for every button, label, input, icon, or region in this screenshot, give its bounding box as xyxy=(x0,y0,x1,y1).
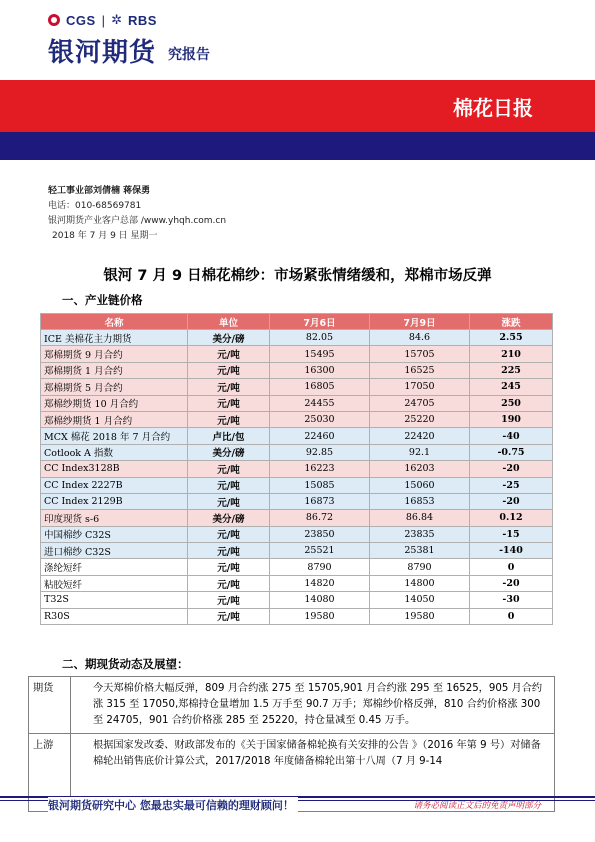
table-row xyxy=(41,461,553,477)
cell-date2-price: 25381 xyxy=(370,543,470,559)
cell-name: 中国棉纱 C32S xyxy=(41,526,188,542)
cell-unit: 美分/磅 xyxy=(188,510,270,526)
cell-date1-price: 24455 xyxy=(270,395,370,411)
cell-date1-price: 25521 xyxy=(270,543,370,559)
cell-unit: 元/吨 xyxy=(188,592,270,608)
cell-date1-price: 25030 xyxy=(270,411,370,427)
dynamics-row xyxy=(29,677,555,734)
banner-title: 棉花日报 xyxy=(453,96,533,120)
cell-date1-price: 92.85 xyxy=(270,444,370,460)
cell-name: CC Index3128B xyxy=(41,461,188,477)
table-row xyxy=(41,395,553,411)
cell-name: 进口棉纱 C32S xyxy=(41,543,188,559)
price-table xyxy=(40,313,553,625)
cell-change: 0.12 xyxy=(470,510,553,526)
price-table-header xyxy=(41,314,553,330)
logo-separator: | xyxy=(101,12,106,28)
cell-date1-price: 19580 xyxy=(270,608,370,624)
cell-change: -40 xyxy=(470,428,553,444)
brand-logo xyxy=(48,12,157,28)
logo-rbs-text: RBS xyxy=(127,12,157,28)
cell-name: MCX 棉花 2018 年 7 月合约 xyxy=(41,428,188,444)
cell-unit: 元/吨 xyxy=(188,346,270,362)
table-row xyxy=(41,428,553,444)
dynamics-label: 上游 xyxy=(29,734,71,812)
table-row xyxy=(41,526,553,542)
section-1-title: 一、产业链价格 xyxy=(62,293,143,307)
cell-unit: 元/吨 xyxy=(188,395,270,411)
cell-unit: 元/吨 xyxy=(188,543,270,559)
col-header-unit: 单位 xyxy=(188,314,270,330)
table-row xyxy=(41,411,553,427)
dynamics-text: 根据国家发改委、财政部发布的《关于国家储备棉轮换有关安排的公告 》（2016 年第 9 号）对储备棉轮出销售底价计算公式，2017/2018 年度储备棉轮出第十八周（7 月 9-14 xyxy=(71,734,555,812)
cell-change: -20 xyxy=(470,461,553,477)
cell-change: -25 xyxy=(470,477,553,493)
table-row xyxy=(41,330,553,346)
cell-unit: 元/吨 xyxy=(188,411,270,427)
cell-date1-price: 8790 xyxy=(270,559,370,575)
cell-date1-price: 16223 xyxy=(270,461,370,477)
cell-date1-price: 23850 xyxy=(270,526,370,542)
cell-date2-price: 19580 xyxy=(370,608,470,624)
cell-name: 郑棉纱期货 1 月合约 xyxy=(41,411,188,427)
cell-date2-price: 15060 xyxy=(370,477,470,493)
report-title: 银河 7 月 9 日棉花棉纱：市场紧张情绪缓和，郑棉市场反弹 xyxy=(103,268,492,284)
cell-date2-price: 92.1 xyxy=(370,444,470,460)
cell-change: 250 xyxy=(470,395,553,411)
table-row xyxy=(41,444,553,460)
cell-date1-price: 14080 xyxy=(270,592,370,608)
cell-unit: 元/吨 xyxy=(188,362,270,378)
cell-unit: 元/吨 xyxy=(188,608,270,624)
table-row xyxy=(41,543,553,559)
cell-date2-price: 14050 xyxy=(370,592,470,608)
cell-date1-price: 16805 xyxy=(270,379,370,395)
cell-date2-price: 16525 xyxy=(370,362,470,378)
cell-date1-price: 86.72 xyxy=(270,510,370,526)
cell-name: CC Index 2129B xyxy=(41,493,188,509)
rbs-star-icon: ✲ xyxy=(111,12,122,28)
cell-date1-price: 16300 xyxy=(270,362,370,378)
table-row xyxy=(41,510,553,526)
phone: 电话：010-68569781 xyxy=(48,201,142,211)
table-row xyxy=(41,379,553,395)
cell-change: 2.55 xyxy=(470,330,553,346)
cell-change: -0.75 xyxy=(470,444,553,460)
cell-date1-price: 14820 xyxy=(270,575,370,591)
cell-unit: 元/吨 xyxy=(188,559,270,575)
cell-unit: 元/吨 xyxy=(188,575,270,591)
cell-date2-price: 23835 xyxy=(370,526,470,542)
cell-change: -20 xyxy=(470,575,553,591)
cell-name: 粘胶短纤 xyxy=(41,575,188,591)
cell-name: 郑棉期货 1 月合约 xyxy=(41,362,188,378)
cell-name: R30S xyxy=(41,608,188,624)
cell-change: -20 xyxy=(470,493,553,509)
cell-change: 210 xyxy=(470,346,553,362)
cell-name: T32S xyxy=(41,592,188,608)
cell-unit: 元/吨 xyxy=(188,461,270,477)
table-row xyxy=(41,477,553,493)
cell-date2-price: 16853 xyxy=(370,493,470,509)
col-header-name: 名称 xyxy=(41,314,188,330)
cell-date1-price: 82.05 xyxy=(270,330,370,346)
cell-change: 225 xyxy=(470,362,553,378)
cell-date2-price: 86.84 xyxy=(370,510,470,526)
cgs-logo-icon xyxy=(48,14,60,26)
title-banner xyxy=(0,80,595,132)
cell-date2-price: 17050 xyxy=(370,379,470,395)
website: 银河期货产业客户总部 /www.yhqh.com.cn xyxy=(48,216,227,226)
company-name: 银河期货 xyxy=(48,38,157,68)
cell-name: 涤纶短纤 xyxy=(41,559,188,575)
table-row xyxy=(41,362,553,378)
table-row xyxy=(41,559,553,575)
cell-date2-price: 25220 xyxy=(370,411,470,427)
report-date: 2018 年 7 月 9 日 星期一 xyxy=(52,231,158,241)
cell-name: 郑棉期货 5 月合约 xyxy=(41,379,188,395)
cell-unit: 元/吨 xyxy=(188,379,270,395)
logo-cgs-text: CGS xyxy=(66,12,96,28)
cell-date2-price: 16203 xyxy=(370,461,470,477)
table-row xyxy=(41,346,553,362)
cell-date1-price: 15085 xyxy=(270,477,370,493)
dynamics-table xyxy=(28,676,555,812)
cell-unit: 元/吨 xyxy=(188,526,270,542)
cell-date2-price: 8790 xyxy=(370,559,470,575)
cell-unit: 美分/磅 xyxy=(188,444,270,460)
cell-change: -15 xyxy=(470,526,553,542)
cell-change: -30 xyxy=(470,592,553,608)
analysts: 轻工事业部刘倩楠 蒋保勇 xyxy=(48,186,151,196)
footer-slogan: 银河期货研究中心 您最忠实最可信赖的理财顾问！ xyxy=(48,797,298,813)
cell-date1-price: 16873 xyxy=(270,493,370,509)
report-type: 究报告 xyxy=(168,47,210,63)
dynamics-text: 今天郑棉价格大幅反弹，809 月合约涨 275 至 15705,901 月合约涨 295 至 16525，905 月合约涨 315 至 17050,郑棉持仓量增加 1.5 万手至 90.7 万手；郑棉纱价格反弹，810 合约价格涨 300 至 24705，901 合约价格涨 285 至 25220，持仓量减至 0.45 万手。 xyxy=(71,677,555,734)
cell-date2-price: 15705 xyxy=(370,346,470,362)
cell-date2-price: 84.6 xyxy=(370,330,470,346)
cell-unit: 元/吨 xyxy=(188,493,270,509)
footer-disclaimer: 请务必阅读正文后的免责声明部分 xyxy=(413,801,541,811)
cell-name: ICE 美棉花主力期货 xyxy=(41,330,188,346)
cell-change: 0 xyxy=(470,608,553,624)
col-header-change: 涨跌 xyxy=(470,314,553,330)
cell-name: CC Index 2227B xyxy=(41,477,188,493)
dynamics-label: 期货 xyxy=(29,677,71,734)
col-header-date2: 7月9日 xyxy=(370,314,470,330)
col-header-date1: 7月6日 xyxy=(270,314,370,330)
cell-change: 245 xyxy=(470,379,553,395)
cell-unit: 美分/磅 xyxy=(188,330,270,346)
cell-change: 0 xyxy=(470,559,553,575)
cell-name: 郑棉纱期货 10 月合约 xyxy=(41,395,188,411)
cell-unit: 元/吨 xyxy=(188,477,270,493)
table-row xyxy=(41,608,553,624)
cell-change: -140 xyxy=(470,543,553,559)
cell-name: 印度现货 s-6 xyxy=(41,510,188,526)
cell-date2-price: 24705 xyxy=(370,395,470,411)
cell-date2-price: 14800 xyxy=(370,575,470,591)
cell-date2-price: 22420 xyxy=(370,428,470,444)
section-2-title: 二、期现货动态及展望： xyxy=(62,657,189,671)
navy-band xyxy=(0,132,595,160)
cell-change: 190 xyxy=(470,411,553,427)
cell-date1-price: 22460 xyxy=(270,428,370,444)
table-row xyxy=(41,575,553,591)
table-row xyxy=(41,493,553,509)
table-row xyxy=(41,592,553,608)
cell-unit: 卢比/包 xyxy=(188,428,270,444)
cell-date1-price: 15495 xyxy=(270,346,370,362)
cell-name: 郑棉期货 9 月合约 xyxy=(41,346,188,362)
cell-name: Cotlook A 指数 xyxy=(41,444,188,460)
